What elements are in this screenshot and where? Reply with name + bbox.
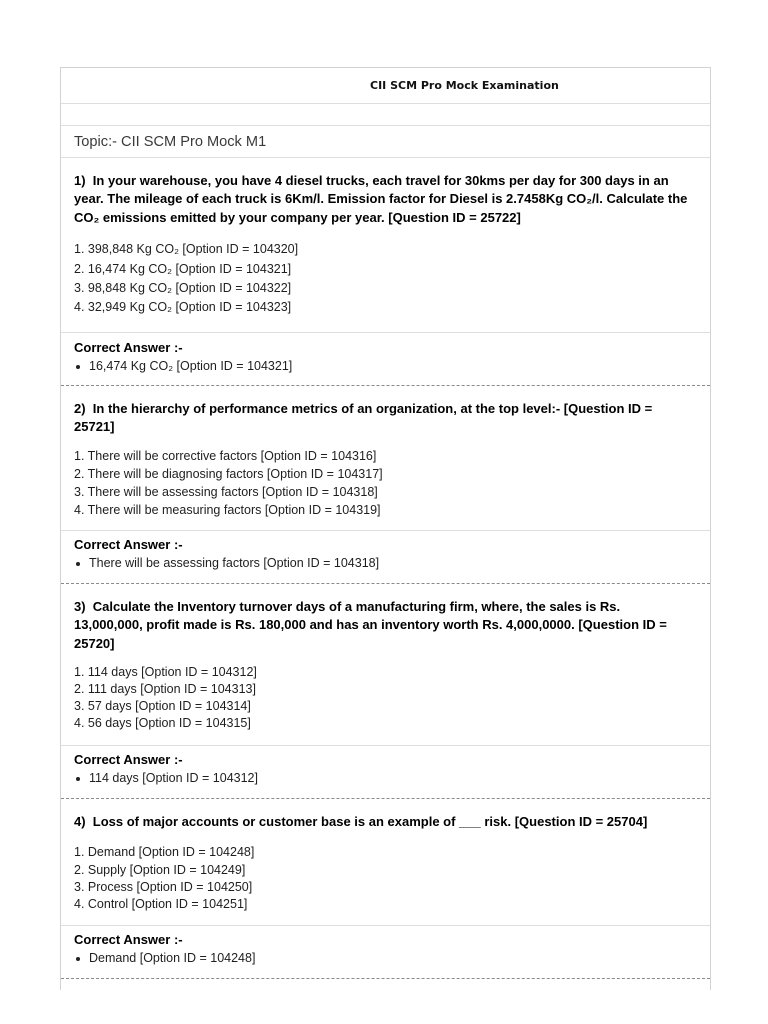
option-item: 2. There will be diagnosing factors [Option ID = 104317]: [74, 466, 383, 481]
option-item: 1. Demand [Option ID = 104248]: [74, 845, 255, 860]
exam-header: [61, 68, 710, 104]
correct-answer-block: [61, 925, 710, 979]
question-text-line: CO₂ emissions emitted by your company per year. [Question ID = 25722]: [74, 210, 521, 226]
correct-answer-heading: Correct Answer :-: [74, 752, 183, 768]
correct-answer-heading: Correct Answer :-: [74, 932, 183, 948]
correct-answer-item: [74, 357, 697, 376]
question-text-line: year. The mileage of each truck is 6Km/l. Emission factor for Diesel is 2.7458Kg CO₂/l. Calculate the: [74, 191, 688, 207]
question-text: [74, 400, 697, 438]
option-item: 3. There will be assessing factors [Option ID = 104318]: [74, 484, 378, 499]
correct-answer-heading: Correct Answer :-: [74, 339, 183, 355]
correct-answer-item: [74, 769, 697, 788]
bullet-marker: [76, 365, 80, 369]
question-text-line: 13,000,000, profit made is Rs. 180,000 and has an inventory worth Rs. 4,000,0000. [Question ID =: [74, 617, 667, 633]
option-item: 4. Control [Option ID = 104251]: [74, 897, 248, 912]
question-text-line: 25720]: [74, 636, 115, 652]
option-item: 3. 57 days [Option ID = 104314]: [74, 699, 251, 714]
correct-answer-block: [61, 745, 710, 799]
option-item: 3. Process [Option ID = 104250]: [74, 879, 253, 894]
topic-row: [61, 126, 710, 158]
question-text-line: 25721]: [74, 419, 115, 435]
header-spacer-row: [61, 104, 710, 126]
options-list: [74, 664, 697, 732]
question-text: [74, 172, 697, 228]
correct-answer-heading: Correct Answer :-: [74, 537, 183, 553]
correct-answer-text: 16,474 Kg CO₂ [Option ID = 104321]: [89, 358, 293, 373]
question-text-line: 2) In the hierarchy of performance metrics of an organization, at the top level:- [Question ID =: [74, 400, 653, 416]
question-text-line: 4) Loss of major accounts or customer base is an example of ___ risk. [Question ID = 25704]: [74, 813, 648, 829]
options-list: [74, 844, 697, 913]
options-list: [74, 447, 697, 519]
correct-answer-block: [61, 332, 710, 386]
exam-sheet: [60, 67, 711, 990]
correct-answer-text: 114 days [Option ID = 104312]: [89, 771, 258, 786]
option-item: 4. There will be measuring factors [Option ID = 104319]: [74, 502, 381, 517]
correct-answer-text: There will be assessing factors [Option ID = 104318]: [89, 556, 380, 571]
option-item: 3. 98,848 Kg CO₂ [Option ID = 104322]: [74, 280, 292, 295]
option-item: 1. 114 days [Option ID = 104312]: [74, 665, 257, 680]
question-text: [74, 598, 697, 654]
correct-answer-block: [61, 530, 710, 584]
option-item: 2. Supply [Option ID = 104249]: [74, 862, 246, 877]
question-text: [74, 813, 697, 832]
correct-answer-item: [74, 554, 697, 573]
topic-title: Topic:- CII SCM Pro Mock M1: [74, 133, 267, 150]
question-block: [61, 799, 710, 925]
option-item: 4. 32,949 Kg CO₂ [Option ID = 104323]: [74, 300, 292, 315]
option-item: 2. 111 days [Option ID = 104313]: [74, 682, 256, 697]
bullet-marker: [76, 562, 80, 566]
options-list: [74, 240, 697, 317]
option-item: 4. 56 days [Option ID = 104315]: [74, 716, 251, 731]
correct-answer-item: [74, 949, 697, 968]
question-text-line: 1) In your warehouse, you have 4 diesel trucks, each travel for 30kms per day for 300 days in an: [74, 172, 669, 188]
question-block: [61, 158, 710, 332]
bullet-marker: [76, 777, 80, 781]
correct-answer-text: Demand [Option ID = 104248]: [89, 951, 256, 966]
question-block: [61, 584, 710, 745]
bullet-marker: [76, 957, 80, 961]
option-item: 1. There will be corrective factors [Option ID = 104316]: [74, 448, 377, 463]
option-item: 2. 16,474 Kg CO₂ [Option ID = 104321]: [74, 261, 292, 276]
question-text-line: 3) Calculate the Inventory turnover days of a manufacturing firm, where, the sales is Rs.: [74, 598, 621, 614]
option-item: 1. 398,848 Kg CO₂ [Option ID = 104320]: [74, 242, 299, 257]
question-block: [61, 386, 710, 530]
exam-title: CII SCM Pro Mock Examination: [370, 79, 559, 92]
